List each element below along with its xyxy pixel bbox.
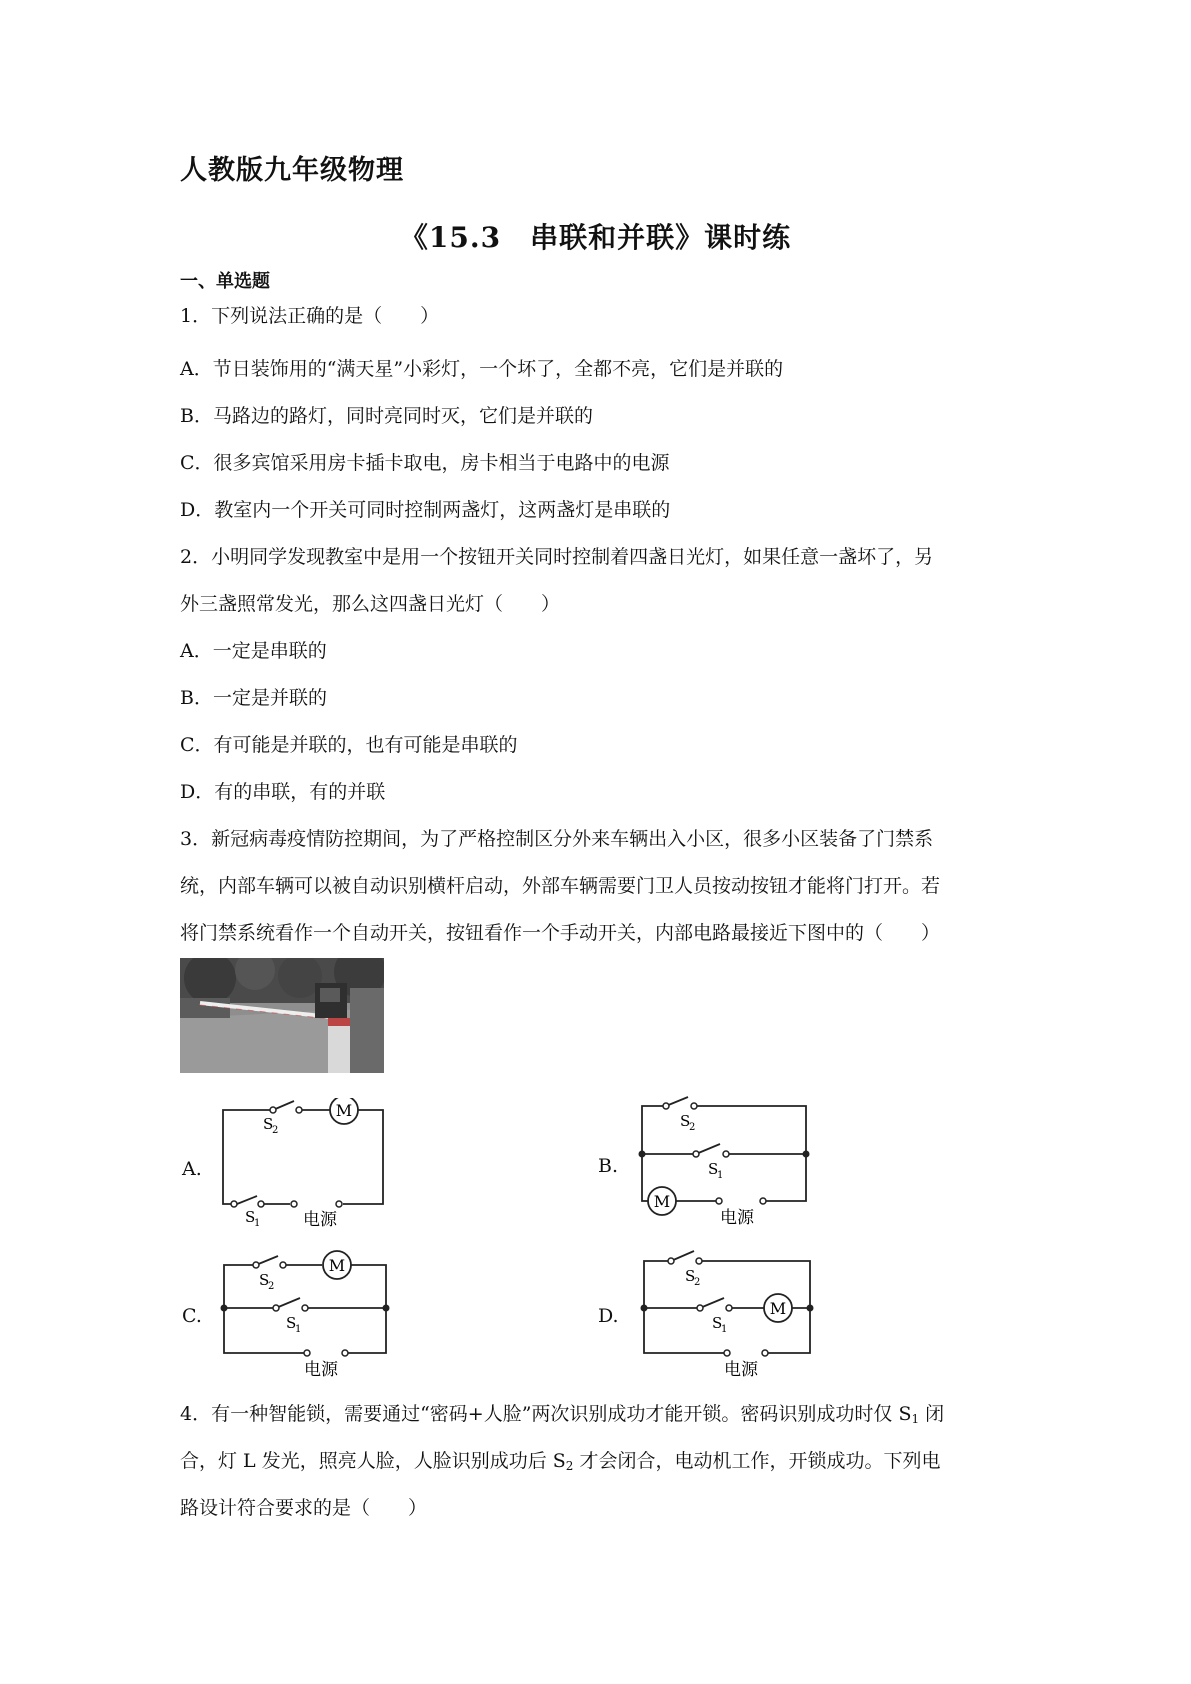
svg-text:1: 1 xyxy=(721,1324,728,1335)
q2-option-c: C．有可能是并联的，也有可能是串联的 xyxy=(180,734,518,756)
q2-option-a: A．一定是串联的 xyxy=(180,640,327,662)
q1-stem: 1．下列说法正确的是（ ） xyxy=(180,305,440,327)
q3-circuit-a xyxy=(215,1098,395,1228)
svg-text:电源: 电源 xyxy=(724,1360,758,1380)
svg-text:S: S xyxy=(263,1115,274,1133)
svg-text:2: 2 xyxy=(272,1125,279,1136)
svg-text:S: S xyxy=(680,1112,691,1130)
q3-circuit-c xyxy=(218,1248,398,1382)
section-heading: 一、单选题 xyxy=(180,271,270,292)
svg-text:2: 2 xyxy=(268,1281,275,1292)
gate-barrier-photo xyxy=(180,958,384,1073)
q4-stem-line3: 路设计符合要求的是（ ） xyxy=(180,1497,428,1519)
q3-circuit-d xyxy=(638,1246,818,1382)
q3-stem-line1: 3．新冠病毒疫情防控期间，为了严格控制区分外来车辆出入小区，很多小区装备了门禁系 xyxy=(180,828,934,850)
q3-option-a-label: A. xyxy=(182,1158,202,1180)
svg-text:1: 1 xyxy=(717,1170,724,1181)
q1-option-c: C．很多宾馆采用房卡插卡取电，房卡相当于电路中的电源 xyxy=(180,452,670,474)
q1-option-a: A．节日装饰用的“满天星”小彩灯，一个坏了，全都不亮，它们是并联的 xyxy=(180,358,784,380)
q1-option-b: B．马路边的路灯，同时亮同时灭，它们是并联的 xyxy=(180,405,593,427)
svg-text:2: 2 xyxy=(694,1277,701,1288)
svg-text:M: M xyxy=(769,1299,787,1318)
q3-circuit-b xyxy=(638,1096,818,1230)
q3-option-d-label: D. xyxy=(598,1305,619,1327)
q1-option-d: D．教室内一个开关可同时控制两盏灯，这两盏灯是串联的 xyxy=(180,499,671,521)
svg-text:1: 1 xyxy=(254,1218,261,1228)
q3-option-c-label: C. xyxy=(182,1305,202,1327)
q2-stem-line1: 2．小明同学发现教室中是用一个按钮开关同时控制着四盏日光灯，如果任意一盏坏了，另 xyxy=(180,546,934,568)
svg-text:S: S xyxy=(708,1160,719,1178)
q2-option-b: B．一定是并联的 xyxy=(180,687,327,709)
svg-text:1: 1 xyxy=(295,1324,302,1335)
svg-text:S: S xyxy=(712,1314,723,1332)
q2-stem-line2: 外三盏照常发光，那么这四盏日光灯（ ） xyxy=(180,593,561,615)
lesson-title: 《15.3 串联和并联》课时练 xyxy=(399,221,792,254)
svg-text:S: S xyxy=(286,1314,297,1332)
svg-text:S: S xyxy=(685,1267,696,1285)
q4-stem-line2: 合，灯 L 发光，照亮人脸，人脸识别成功后 $S_2$ 才会闭合，电动机工作，开锁成功。下列电 xyxy=(180,1450,941,1473)
q3-stem-line3: 将门禁系统看作一个自动开关，按钮看作一个手动开关，内部电路最接近下图中的（ ） xyxy=(180,922,941,944)
document-title: 人教版九年级物理 xyxy=(180,155,404,186)
q3-option-b-label: B. xyxy=(598,1155,619,1177)
svg-text:S: S xyxy=(245,1208,256,1226)
svg-text:电源: 电源 xyxy=(720,1208,754,1228)
svg-text:电源: 电源 xyxy=(304,1360,338,1380)
svg-text:S: S xyxy=(259,1271,270,1289)
q3-stem-line2: 统，内部车辆可以被自动识别横杆启动，外部车辆需要门卫人员按动按钮才能将门打开。若 xyxy=(180,875,941,897)
svg-text:M: M xyxy=(653,1192,671,1211)
svg-text:2: 2 xyxy=(689,1122,696,1133)
q4-stem-line1: 4．有一种智能锁，需要通过“密码+人脸”两次识别成功才能开锁。密码识别成功时仅 $S_1$ 闭 xyxy=(180,1403,945,1426)
power-label: 电源 xyxy=(303,1210,337,1228)
q2-option-d: D．有的串联，有的并联 xyxy=(180,781,386,803)
svg-text:M: M xyxy=(328,1256,346,1275)
motor-label: M xyxy=(335,1101,353,1120)
